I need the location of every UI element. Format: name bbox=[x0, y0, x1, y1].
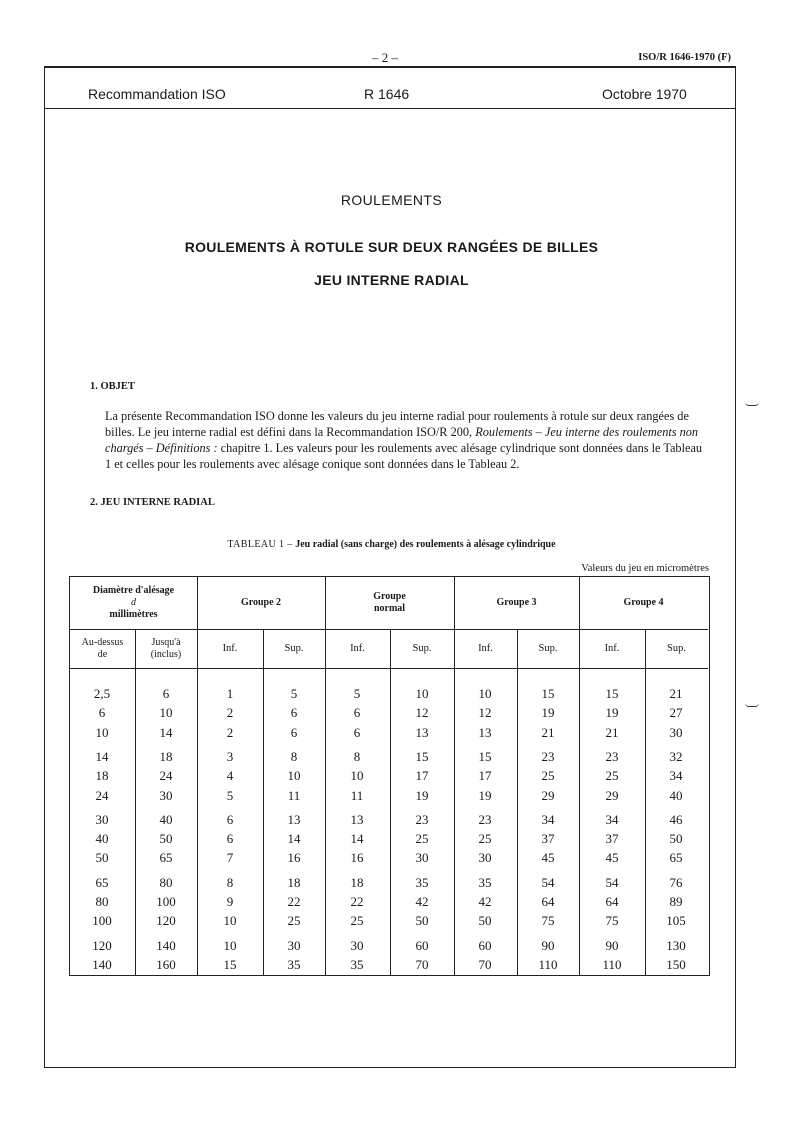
table-caption bbox=[0, 539, 783, 550]
cell-g3-inf: 12 bbox=[478, 705, 492, 721]
cell-g4-inf: 75 bbox=[605, 913, 619, 929]
cell-g3-inf: 13 bbox=[478, 724, 492, 740]
table-row bbox=[70, 703, 708, 722]
cell-normal-sup: 42 bbox=[415, 894, 429, 909]
cell-g2-inf: 9 bbox=[226, 894, 234, 909]
cell-g3-inf: 19 bbox=[478, 787, 492, 803]
cell-g2-sup: 13 bbox=[287, 811, 301, 827]
cell-g2-inf: 10 bbox=[223, 913, 237, 929]
cell-g4-inf: 25 bbox=[605, 768, 619, 784]
cell-g3-sup: 29 bbox=[541, 787, 555, 803]
cell-normal-sup: 60 bbox=[415, 937, 429, 953]
cell-over: 40 bbox=[95, 831, 109, 847]
cell-g3-inf: 60 bbox=[478, 937, 492, 953]
page-number: – 2 – bbox=[372, 50, 398, 65]
cell-g4-sup: 150 bbox=[666, 956, 686, 972]
cell-normal-sup: 25 bbox=[415, 831, 429, 847]
group-4-sup: Sup. bbox=[667, 642, 686, 654]
cell-g3-sup: 45 bbox=[541, 850, 555, 866]
cell-g3-inf: 35 bbox=[478, 874, 492, 890]
cell-g4-inf: 19 bbox=[605, 705, 619, 721]
cell-normal-sup: 23 bbox=[415, 811, 429, 827]
cell-g2-inf: 7 bbox=[226, 850, 234, 866]
cell-normal-sup: 15 bbox=[415, 748, 429, 764]
table-caption-description: Jeu radial (sans charge) des roulements à alésage cylindrique bbox=[295, 539, 556, 550]
main-title: ROULEMENTS bbox=[340, 192, 443, 208]
cell-g2-inf: 6 bbox=[226, 831, 234, 847]
table-caption-label: TABLEAU 1 – bbox=[227, 539, 293, 550]
cell-g4-sup: 46 bbox=[669, 811, 683, 827]
cell-g2-sup: 22 bbox=[287, 894, 301, 909]
cell-normal-inf: 6 bbox=[353, 705, 361, 721]
header-recommendation: Recommandation ISO bbox=[88, 86, 226, 102]
group-4-header: Groupe 4 bbox=[623, 597, 664, 608]
cell-normal-sup: 19 bbox=[415, 787, 429, 803]
bore-diameter-header bbox=[70, 577, 197, 629]
cell-g4-sup: 30 bbox=[669, 724, 683, 740]
cell-over: 30 bbox=[95, 811, 109, 827]
cell-g2-sup: 6 bbox=[290, 724, 298, 740]
header-over-line1: Au-dessus bbox=[81, 636, 124, 648]
cell-upto: 140 bbox=[156, 937, 176, 953]
table-row bbox=[70, 810, 708, 829]
cell-g4-sup: 89 bbox=[669, 894, 683, 909]
cell-g4-inf: 23 bbox=[605, 748, 619, 764]
header-upto-line1: Jusqu'à bbox=[151, 636, 181, 648]
cell-over: 80 bbox=[95, 894, 109, 909]
cell-g2-inf: 10 bbox=[223, 937, 237, 953]
group-3-sup: Sup. bbox=[538, 642, 558, 654]
cell-g4-sup: 32 bbox=[669, 748, 683, 764]
cell-g3-sup: 54 bbox=[541, 874, 555, 890]
table-unit-note: Valeurs du jeu en micromètres bbox=[581, 563, 709, 574]
cell-g3-sup: 15 bbox=[541, 686, 555, 701]
cell-normal-sup: 50 bbox=[415, 913, 429, 929]
cell-g2-inf: 4 bbox=[226, 768, 234, 784]
cell-g2-sup: 16 bbox=[287, 850, 301, 866]
header-standard-number: R 1646 bbox=[364, 86, 410, 102]
cell-normal-inf: 18 bbox=[350, 874, 364, 890]
cell-g4-sup: 105 bbox=[666, 913, 686, 929]
cell-g2-sup: 5 bbox=[290, 686, 298, 701]
cell-normal-sup: 13 bbox=[415, 724, 429, 740]
cell-upto: 160 bbox=[156, 956, 176, 972]
cell-upto: 30 bbox=[159, 787, 173, 803]
section-heading-jeu-interne: 2. JEU INTERNE RADIAL bbox=[90, 497, 215, 508]
table-row bbox=[70, 766, 708, 785]
cell-g2-sup: 18 bbox=[287, 874, 301, 890]
header-over-line2: de bbox=[97, 648, 108, 660]
cell-over: 10 bbox=[95, 724, 109, 740]
margin-mark bbox=[745, 402, 759, 406]
cell-normal-inf: 25 bbox=[350, 913, 364, 929]
table-body-divider bbox=[70, 668, 708, 669]
cell-g3-sup: 75 bbox=[541, 913, 555, 929]
cell-over: 14 bbox=[95, 748, 109, 764]
cell-over: 24 bbox=[95, 787, 109, 803]
cell-g3-sup: 21 bbox=[541, 724, 555, 740]
cell-over: 140 bbox=[92, 956, 112, 972]
cell-g3-inf: 15 bbox=[478, 748, 492, 764]
cell-normal-inf: 11 bbox=[350, 787, 364, 803]
cell-g3-inf: 70 bbox=[478, 956, 492, 972]
table-row bbox=[70, 873, 708, 892]
cell-g4-inf: 54 bbox=[605, 874, 619, 890]
section-heading-objet: 1. OBJET bbox=[90, 381, 135, 392]
bore-header-symbol: d bbox=[131, 597, 136, 608]
cell-g3-inf: 30 bbox=[478, 850, 492, 866]
cell-g4-inf: 90 bbox=[605, 937, 619, 953]
cell-normal-inf: 30 bbox=[350, 937, 364, 953]
cell-g4-sup: 50 bbox=[669, 831, 683, 847]
cell-g3-sup: 64 bbox=[541, 894, 555, 909]
cell-g4-sup: 65 bbox=[669, 850, 683, 866]
group-2-sup: Sup. bbox=[284, 642, 304, 654]
cell-g2-sup: 10 bbox=[287, 768, 301, 784]
cell-normal-inf: 14 bbox=[350, 831, 364, 847]
group-2-header: Groupe 2 bbox=[240, 597, 282, 608]
cell-normal-inf: 22 bbox=[350, 894, 364, 909]
cell-upto: 65 bbox=[159, 850, 173, 866]
cell-g4-sup: 76 bbox=[669, 874, 683, 890]
cell-g2-sup: 8 bbox=[290, 748, 298, 764]
cell-g4-sup: 40 bbox=[669, 787, 683, 803]
cell-g4-inf: 37 bbox=[605, 831, 619, 847]
subtitle-clearance: JEU INTERNE RADIAL bbox=[314, 272, 469, 288]
cell-upto: 80 bbox=[159, 874, 173, 890]
cell-g4-inf: 34 bbox=[605, 811, 619, 827]
cell-g3-inf: 10 bbox=[478, 686, 492, 701]
cell-g4-sup: 21 bbox=[669, 686, 683, 701]
cell-g4-sup: 34 bbox=[669, 768, 683, 784]
cell-upto: 6 bbox=[162, 686, 170, 701]
cell-over: 65 bbox=[95, 874, 109, 890]
table-row bbox=[70, 936, 708, 955]
cell-g2-sup: 6 bbox=[290, 705, 298, 721]
group-3-header: Groupe 3 bbox=[496, 597, 537, 608]
group-normal-line2: normal bbox=[373, 603, 406, 614]
cell-g4-sup: 130 bbox=[666, 937, 686, 953]
cell-over: 2,5 bbox=[93, 686, 111, 701]
cell-normal-inf: 10 bbox=[350, 768, 364, 784]
cell-g3-inf: 17 bbox=[478, 768, 492, 784]
cell-g2-sup: 30 bbox=[287, 937, 301, 953]
cell-upto: 120 bbox=[156, 913, 176, 929]
cell-normal-inf: 35 bbox=[350, 956, 364, 972]
cell-g4-inf: 110 bbox=[602, 956, 622, 972]
cell-normal-inf: 16 bbox=[350, 850, 364, 866]
cell-upto: 14 bbox=[159, 724, 173, 740]
header-over bbox=[70, 629, 135, 668]
cell-g2-sup: 25 bbox=[287, 913, 301, 929]
cell-g4-sup: 27 bbox=[669, 705, 683, 721]
group-2-inf: Inf. bbox=[222, 642, 238, 654]
cell-g2-inf: 6 bbox=[226, 811, 234, 827]
cell-upto: 40 bbox=[159, 811, 173, 827]
table-row bbox=[70, 829, 708, 848]
cell-g2-sup: 14 bbox=[287, 831, 301, 847]
cell-over: 100 bbox=[92, 913, 112, 929]
cell-g3-sup: 34 bbox=[541, 811, 555, 827]
table-row bbox=[70, 892, 708, 911]
paragraph-text-end: chapitre 1. Les valeurs pour les roulements avec alésage cylindrique sont données dans le Tableau 1 et celles pour les roulements avec alésage conique sont données dans le Tableau 2. bbox=[105, 441, 703, 471]
cell-normal-inf: 5 bbox=[353, 686, 361, 701]
cell-g2-sup: 35 bbox=[287, 956, 301, 972]
paragraph-text: La présente Recommandation ISO donne les valeurs du jeu interne radial pour roulements à rotule sur deux rangées de billes. Le jeu interne radial est défini dans la Recommandation ISO/R 200, bbox=[105, 409, 689, 439]
clearance-table bbox=[69, 576, 710, 976]
table-row bbox=[70, 911, 708, 930]
table-row bbox=[70, 955, 708, 974]
cell-upto: 24 bbox=[159, 768, 173, 784]
cell-g3-inf: 23 bbox=[478, 811, 492, 827]
table-row bbox=[70, 848, 708, 867]
cell-normal-sup: 17 bbox=[415, 768, 429, 784]
section-objet-paragraph bbox=[105, 408, 710, 472]
cell-upto: 100 bbox=[156, 894, 176, 909]
table-row bbox=[70, 747, 708, 766]
cell-g3-sup: 25 bbox=[541, 768, 555, 784]
cell-normal-inf: 13 bbox=[350, 811, 364, 827]
cell-g3-sup: 23 bbox=[541, 748, 555, 764]
cell-normal-sup: 35 bbox=[415, 874, 429, 890]
cell-g2-inf: 1 bbox=[226, 686, 234, 701]
group-normal-header bbox=[325, 577, 454, 629]
cell-normal-sup: 30 bbox=[415, 850, 429, 866]
cell-g3-sup: 37 bbox=[541, 831, 555, 847]
cell-normal-sup: 12 bbox=[415, 705, 429, 721]
cell-g2-inf: 2 bbox=[226, 724, 234, 740]
bore-header-unit: millimètres bbox=[109, 609, 158, 620]
cell-g3-sup: 110 bbox=[538, 956, 558, 972]
cell-g2-inf: 15 bbox=[223, 956, 237, 972]
cell-over: 120 bbox=[92, 937, 112, 953]
group-normal-sup: Sup. bbox=[412, 642, 432, 654]
cell-over: 18 bbox=[95, 768, 109, 784]
group-3-inf: Inf. bbox=[478, 642, 493, 654]
cell-normal-sup: 70 bbox=[415, 956, 429, 972]
cell-g3-inf: 50 bbox=[478, 913, 492, 929]
cell-g2-inf: 2 bbox=[226, 705, 234, 721]
document-reference: ISO/R 1646-1970 (F) bbox=[638, 52, 731, 63]
cell-normal-sup: 10 bbox=[415, 686, 429, 701]
cell-g4-inf: 29 bbox=[605, 787, 619, 803]
header-upto bbox=[135, 629, 197, 668]
cell-g4-inf: 15 bbox=[605, 686, 619, 701]
group-normal-inf: Inf. bbox=[350, 642, 365, 654]
bore-header-label: Diamètre d'alésage bbox=[92, 585, 175, 596]
margin-mark bbox=[745, 703, 759, 707]
header-upto-line2: (inclus) bbox=[150, 648, 182, 660]
cell-normal-inf: 8 bbox=[353, 748, 361, 764]
paragraph-italic-reference: Roulements – Jeu interne des roulements non chargés – Définitions : bbox=[105, 425, 699, 455]
cell-g2-inf: 5 bbox=[226, 787, 234, 803]
cell-g2-sup: 11 bbox=[287, 787, 301, 803]
cell-g4-inf: 45 bbox=[605, 850, 619, 866]
cell-g4-inf: 21 bbox=[605, 724, 619, 740]
cell-over: 50 bbox=[95, 850, 109, 866]
group-normal-line1: Groupe bbox=[373, 591, 406, 602]
table-row bbox=[70, 684, 708, 703]
cell-upto: 18 bbox=[159, 748, 173, 764]
cell-g2-inf: 3 bbox=[226, 748, 234, 764]
subtitle-bearing-type: ROULEMENTS À ROTULE SUR DEUX RANGÉES DE BILLES bbox=[184, 239, 599, 255]
cell-g4-inf: 64 bbox=[605, 894, 619, 909]
cell-g2-inf: 8 bbox=[226, 874, 234, 890]
group-4-inf: Inf. bbox=[604, 642, 620, 654]
cell-upto: 10 bbox=[159, 705, 173, 721]
cell-upto: 50 bbox=[159, 831, 173, 847]
table-row bbox=[70, 723, 708, 742]
cell-g3-inf: 25 bbox=[478, 831, 492, 847]
table-row bbox=[70, 786, 708, 805]
cell-g3-sup: 90 bbox=[541, 937, 555, 953]
header-divider bbox=[44, 108, 736, 109]
cell-g3-inf: 42 bbox=[478, 894, 492, 909]
cell-g3-sup: 19 bbox=[541, 705, 555, 721]
header-date: Octobre 1970 bbox=[602, 86, 687, 102]
cell-normal-inf: 6 bbox=[353, 724, 361, 740]
cell-over: 6 bbox=[98, 705, 106, 721]
